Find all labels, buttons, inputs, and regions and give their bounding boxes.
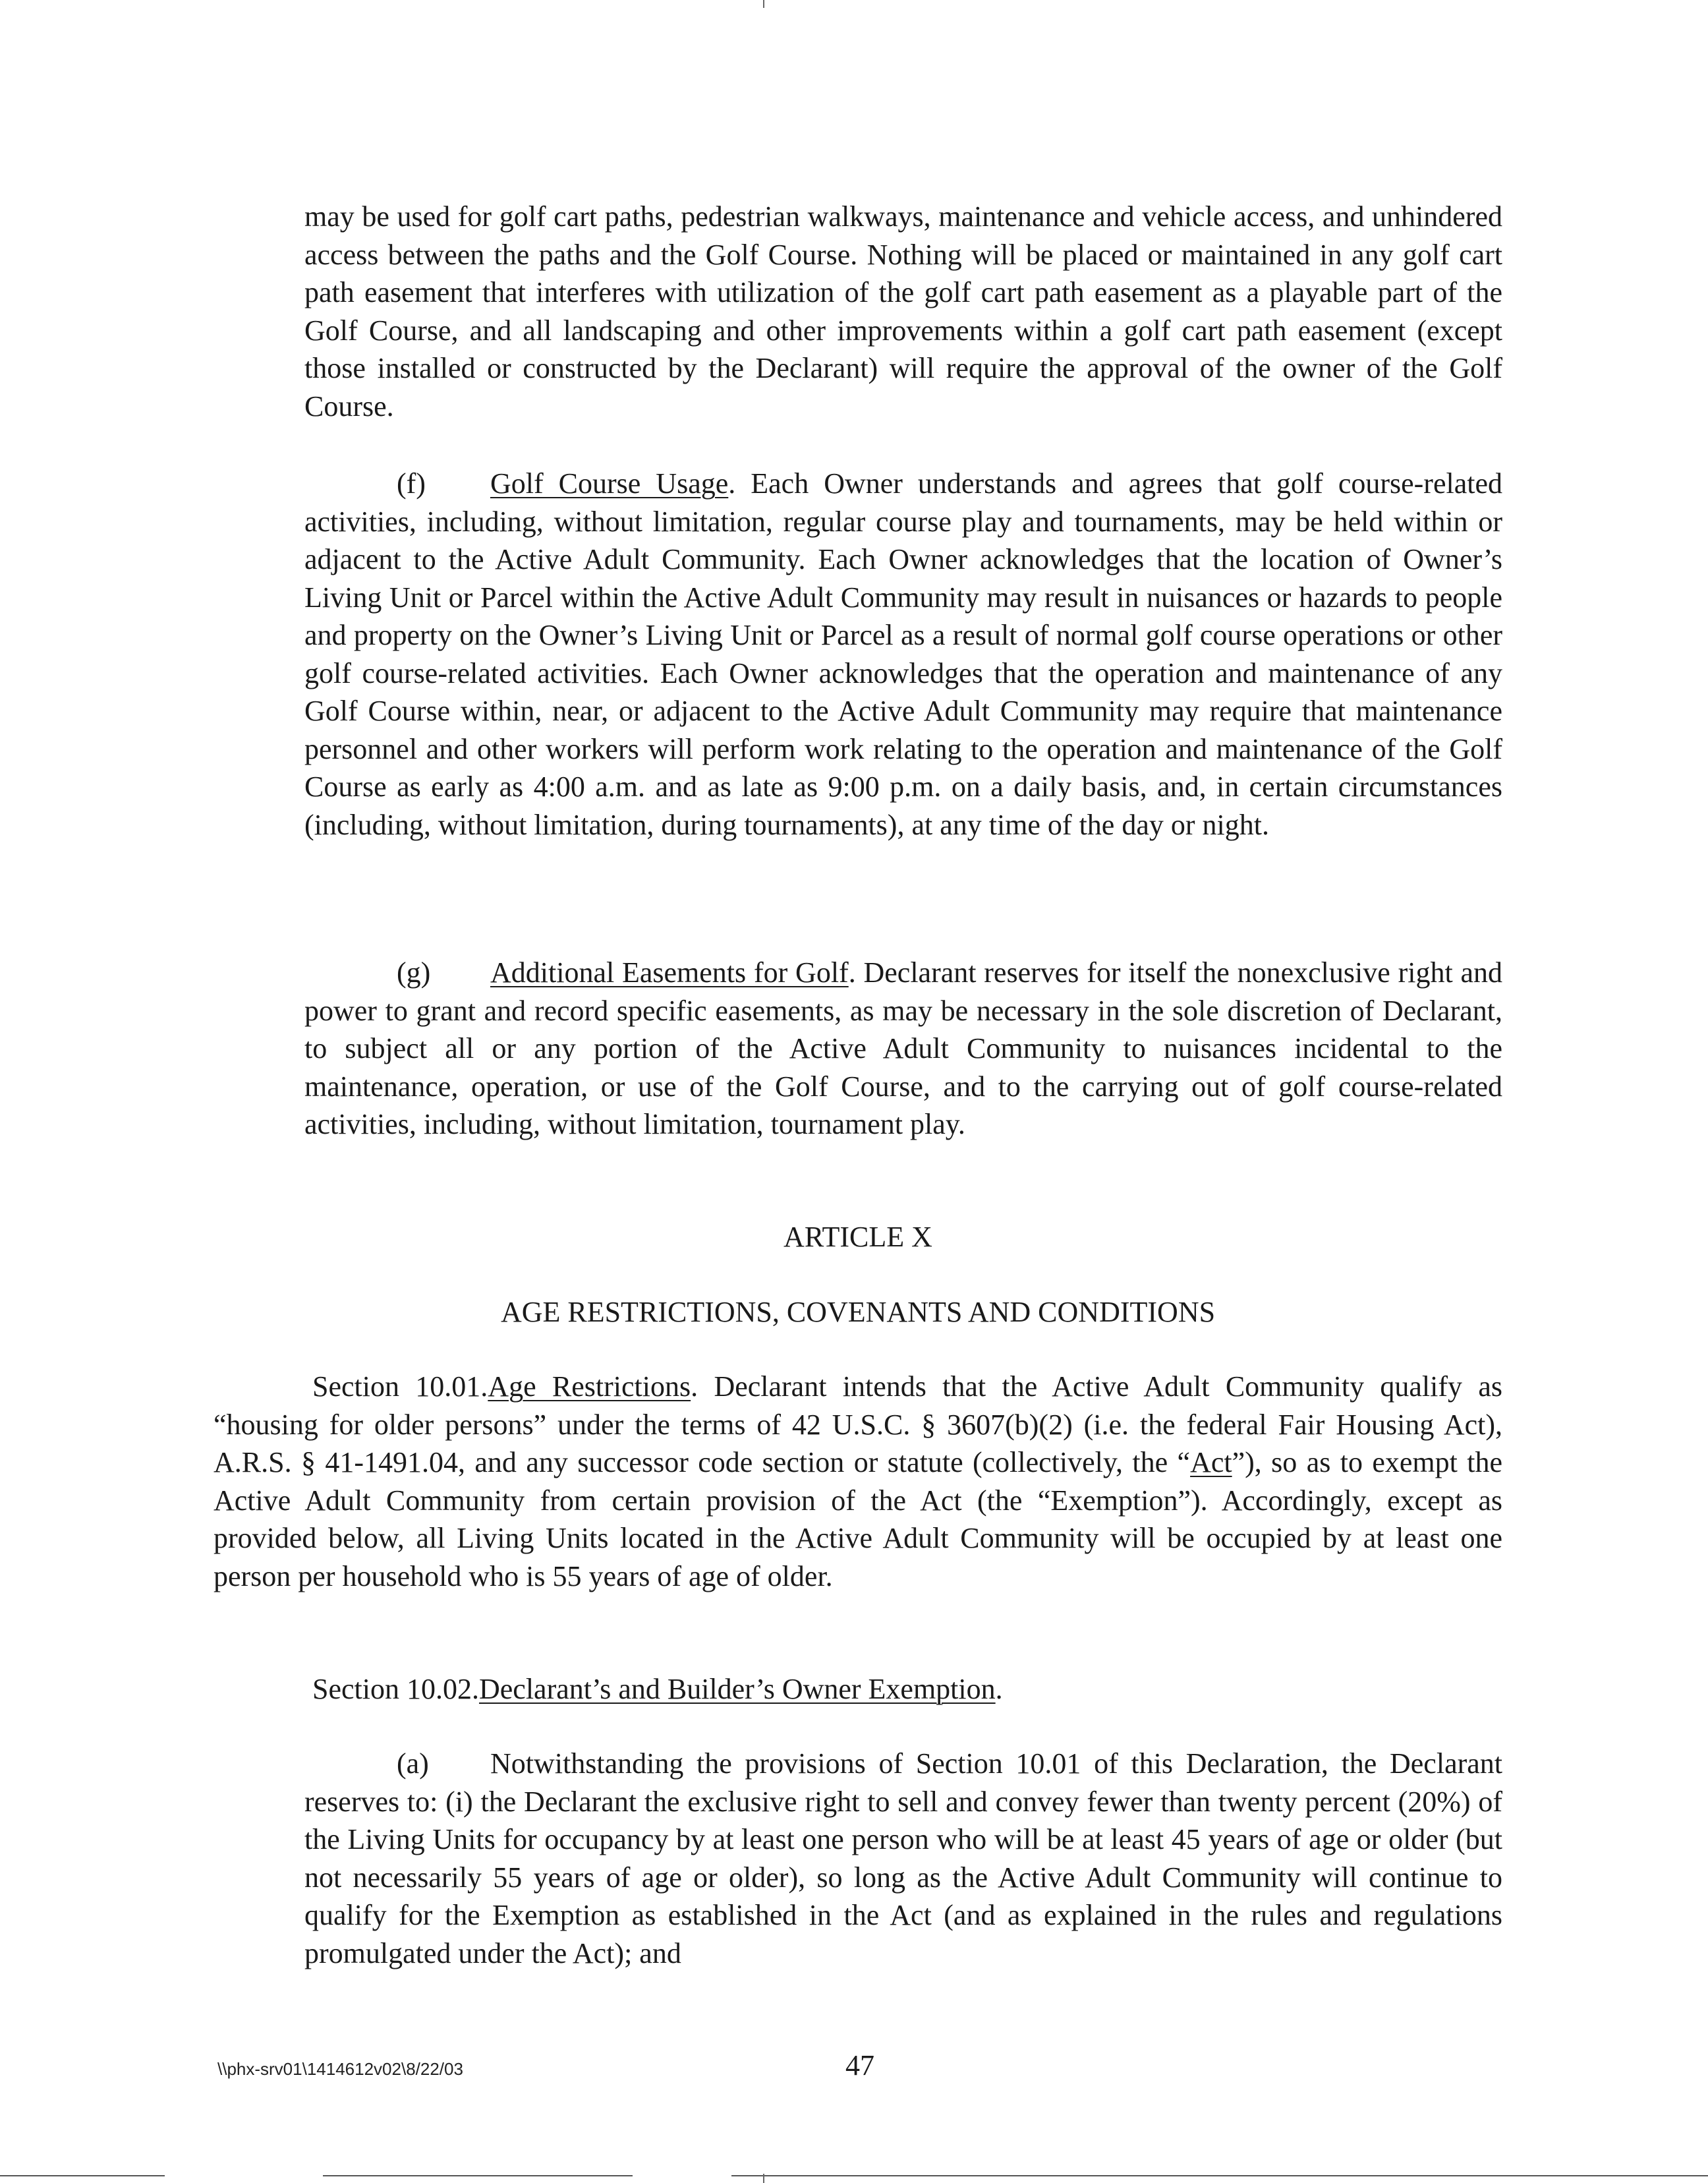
scan-edge-line-middle bbox=[323, 2175, 633, 2176]
paragraph-f-text: . Each Owner understands and agrees that golf course-related activities, including, without limitation, regular course play and tournaments, may be held within or adjacent to the Active Adult Community. Each Owner acknowledges that the location of Owner’s Living Unit or Parcel within the Active Adult Community may result in nuisances or hazards to people and property on the Owner’s Living Unit or Parcel as a result of normal golf course operations or other golf course-related activities. Each Owner acknowledges that the operation and maintenance of any Golf Course within, near, or adjacent to the Active Adult Community may require that maintenance personnel and other workers will perform work relating to the operation and maintenance of the Golf Course as early as 4:00 a.m. and as late as 9:00 p.m. on a daily basis, and, in certain circumstances (including, without limitation, during tournaments), at any time of the day or night. bbox=[304, 467, 1503, 841]
paragraph-a-text: Notwithstanding the provisions of Section 10.01 of this Declaration, the Declarant reserves to: (i) the Declarant the exclusive right to sell and convey fewer than twenty percent (20%) of the Living Units for occupancy by at least one person who will be at least 45 years of age or older (but not necessarily 55 years of age or older), so long as the Active Adult Community will continue to qualify for the Exemption as established in the Act (and as explained in the rules and regulations promulgated under the Act); and bbox=[304, 1747, 1502, 1969]
paragraph-a-notwithstanding bbox=[304, 1745, 1502, 1972]
section-10-01-prefix: Section 10.01. bbox=[312, 1370, 488, 1403]
section-10-02-heading-line bbox=[214, 1670, 1502, 1708]
section-10-01-age-restrictions bbox=[214, 1368, 1502, 1595]
paragraph-g-text: . Declarant reserves for itself the nonexclusive right and power to grant and record specific easements, as may be necessary in the sole discretion of Declarant, to subject all or any portion of the Active Adult Community to nuisances incidental to the maintenance, operation, or use of the Golf Course, and to the carrying out of golf course-related activities, including, without limitation, tournament play. bbox=[304, 956, 1502, 1140]
paragraph-golf-cart-easement: may be used for golf cart paths, pedestrian walkways, maintenance and vehicle access, and unhindered access between the paths and the Golf Course. Nothing will be placed or maintained in any golf cart path easement that interferes with utilization of the golf cart path easement as a playable part of the Golf Course, and all landscaping and other improvements within a golf cart path easement (except those installed or constructed by the Declarant) will require the approval of the owner of the Golf Course. bbox=[304, 200, 1502, 422]
scan-mark-top bbox=[763, 0, 764, 8]
paragraph-g-label: (g) bbox=[397, 956, 431, 989]
paragraph-f-golf-course-usage bbox=[304, 465, 1502, 844]
section-10-02-prefix: Section 10.02. bbox=[312, 1673, 479, 1705]
paragraph-g-additional-easements bbox=[304, 954, 1502, 1144]
section-10-01-act-term: Act bbox=[1190, 1446, 1232, 1478]
paragraph-f-heading: Golf Course Usage bbox=[490, 467, 729, 500]
scan-edge-line-right bbox=[731, 2175, 1708, 2176]
paragraph-g-heading: Additional Easements for Golf bbox=[490, 956, 849, 989]
page-number: 47 bbox=[845, 2049, 874, 2081]
article-title: ARTICLE X bbox=[783, 1221, 932, 1253]
document-reference: \\phx-srv01\1414612v02\8/22/03 bbox=[217, 2059, 463, 2079]
scan-edge-line-left bbox=[0, 2175, 165, 2176]
paragraph-f-label: (f) bbox=[397, 467, 426, 500]
section-10-01-text-a: . Declarant intends that the Active Adult Community qualify as “housing for older persons” under the terms of 42 U.S.C. § 3607(b)(2) (i.e. the federal Fair Housing Act), A.R.S. § 41-1491.04, and any successor code section or statute (collectively, the “ bbox=[214, 1370, 1502, 1478]
section-10-02-heading: Declarant’s and Builder’s Owner Exemption bbox=[478, 1673, 996, 1705]
article-subtitle: AGE RESTRICTIONS, COVENANTS AND CONDITIONS bbox=[500, 1296, 1216, 1328]
scan-mark-bottom bbox=[763, 2174, 764, 2183]
section-10-01-text-b: ”), so as to exempt the Active Adult Community from certain provision of the Act (the “Exemption”). Accordingly, except as provided below, all Living Units located in the Active Adult Community will be occupied by at least one person per household who is 55 years of age of older. bbox=[214, 1446, 1502, 1592]
section-10-02-end: . bbox=[995, 1673, 1003, 1705]
paragraph-a-label: (a) bbox=[397, 1747, 429, 1780]
section-10-01-heading: Age Restrictions bbox=[488, 1370, 691, 1403]
